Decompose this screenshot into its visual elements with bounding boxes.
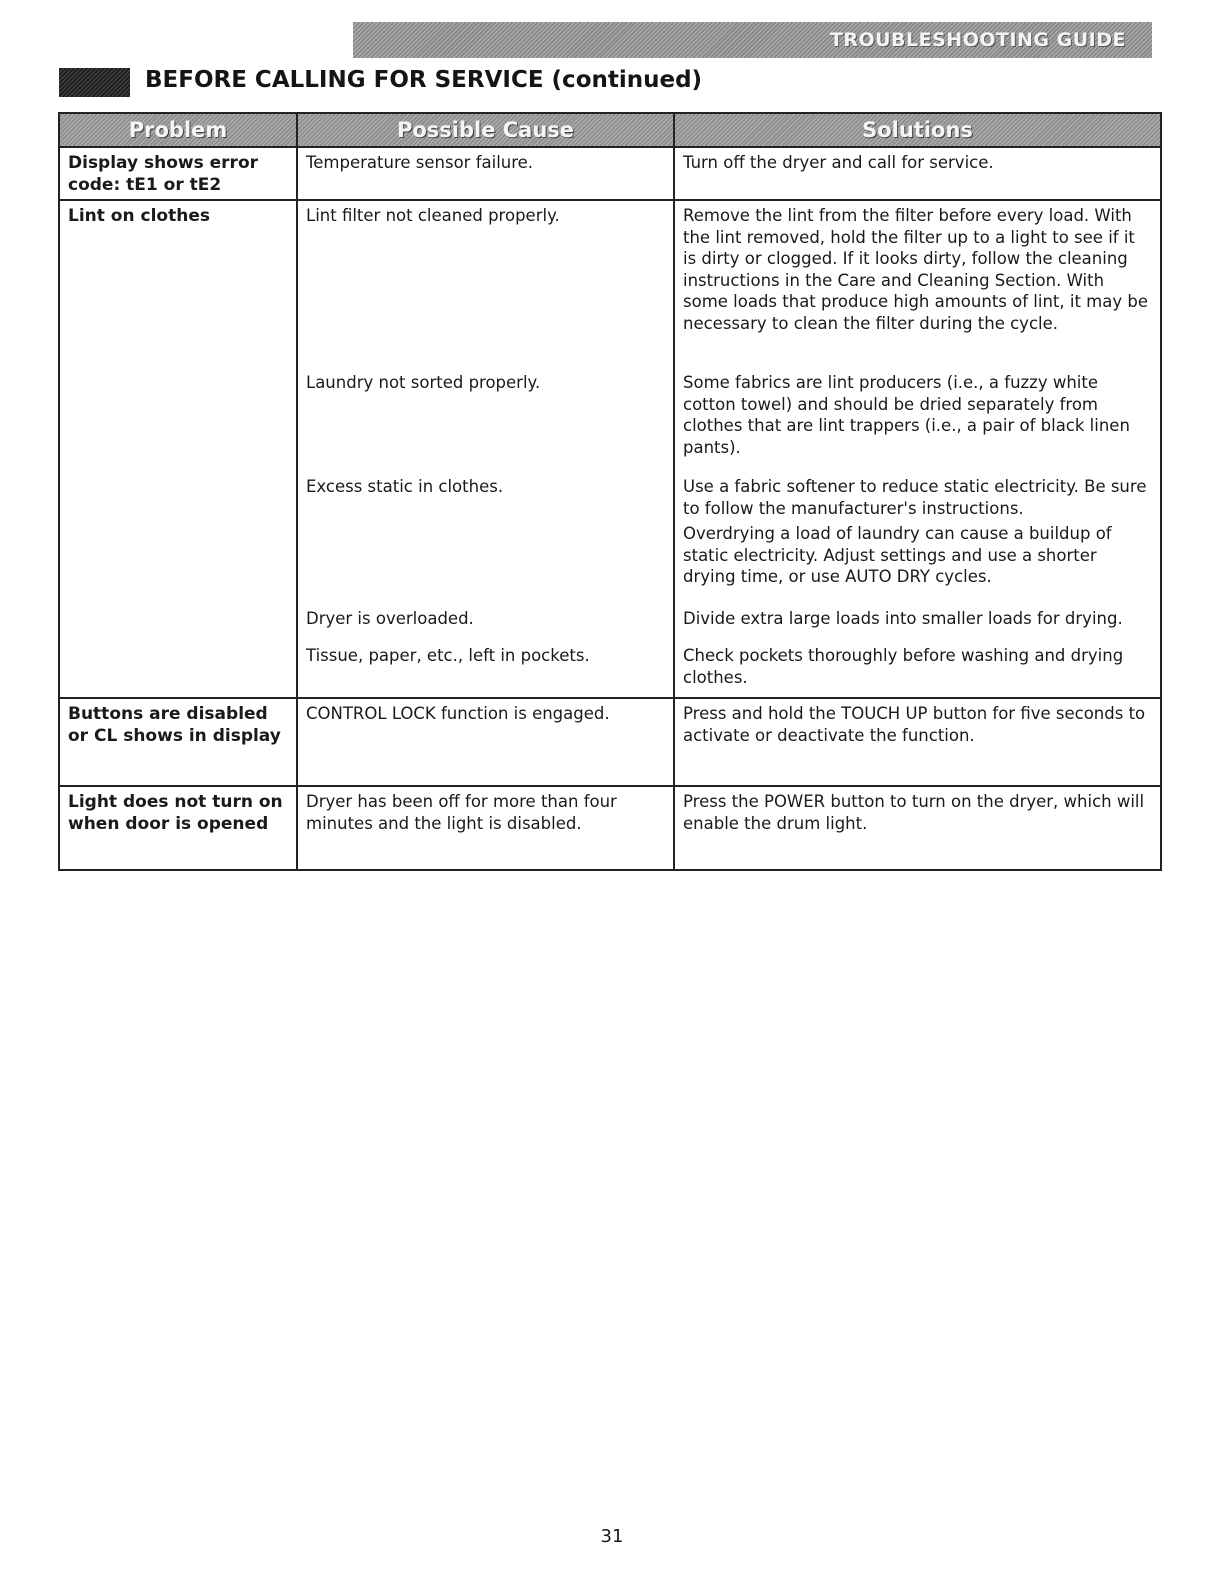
problem-cell: Display shows error code: tE1 or tE2	[59, 147, 297, 200]
problem-cell	[59, 641, 297, 698]
section-marker	[59, 68, 130, 97]
table-row	[59, 472, 1161, 604]
header-possible-cause: Possible Cause	[297, 113, 674, 147]
table-row	[59, 698, 1161, 786]
cause-cell: Laundry not sorted properly.	[297, 368, 674, 472]
header-solutions: Solutions	[674, 113, 1161, 147]
table-row	[59, 641, 1161, 698]
cause-cell: Lint filter not cleaned properly.	[297, 200, 674, 368]
solution-paragraph: Overdrying a load of laundry can cause a buildup of static electricity. Adjust settings and use a shorter drying time, or use AUTO DRY cycles.	[683, 524, 1112, 586]
cause-cell: Dryer has been off for more than four minutes and the light is disabled.	[297, 786, 674, 870]
cause-cell: CONTROL LOCK function is engaged.	[297, 698, 674, 786]
table-row	[59, 368, 1161, 472]
solution-cell: Press and hold the TOUCH UP button for five seconds to activate or deactivate the function.	[674, 698, 1161, 786]
solution-cell: Check pockets thoroughly before washing and drying clothes.	[674, 641, 1161, 698]
solution-cell	[674, 472, 1161, 604]
cause-cell: Tissue, paper, etc., left in pockets.	[297, 641, 674, 698]
cause-cell: Dryer is overloaded.	[297, 604, 674, 641]
section-banner	[353, 22, 1152, 58]
table-row	[59, 604, 1161, 641]
troubleshooting-table	[58, 112, 1162, 871]
problem-cell: Lint on clothes	[59, 200, 297, 368]
solution-cell: Some fabrics are lint producers (i.e., a fuzzy white cotton towel) and should be dried separately from clothes that are lint trappers (i.e., a pair of black linen pants).	[674, 368, 1161, 472]
solution-cell: Press the POWER button to turn on the dryer, which will enable the drum light.	[674, 786, 1161, 870]
problem-cell	[59, 604, 297, 641]
page-number: 31	[600, 1526, 624, 1547]
solution-cell: Remove the lint from the filter before every load. With the lint removed, hold the filter up to a light to see if it is dirty or clogged. If it looks dirty, follow the cleaning instructions in the Care and Cleaning Section. With some loads that produce high amounts of lint, it may be necessary to clean the filter during the cycle.	[674, 200, 1161, 368]
table-row	[59, 147, 1161, 200]
section-title: BEFORE CALLING FOR SERVICE (continued)	[145, 67, 703, 93]
solution-paragraph: Use a fabric softener to reduce static electricity. Be sure to follow the manufacturer's instructions.	[683, 477, 1147, 518]
problem-cell: Light does not turn on when door is opened	[59, 786, 297, 870]
solution-cell: Divide extra large loads into smaller loads for drying.	[674, 604, 1161, 641]
table-header-row	[59, 113, 1161, 147]
solution-cell: Turn off the dryer and call for service.	[674, 147, 1161, 200]
header-problem: Problem	[59, 113, 297, 147]
table-row	[59, 200, 1161, 368]
cause-cell: Temperature sensor failure.	[297, 147, 674, 200]
cause-cell: Excess static in clothes.	[297, 472, 674, 604]
banner-title: TROUBLESHOOTING GUIDE	[829, 29, 1126, 51]
table-row	[59, 786, 1161, 870]
problem-cell	[59, 472, 297, 604]
problem-cell	[59, 368, 297, 472]
problem-cell: Buttons are disabled or CL shows in display	[59, 698, 297, 786]
